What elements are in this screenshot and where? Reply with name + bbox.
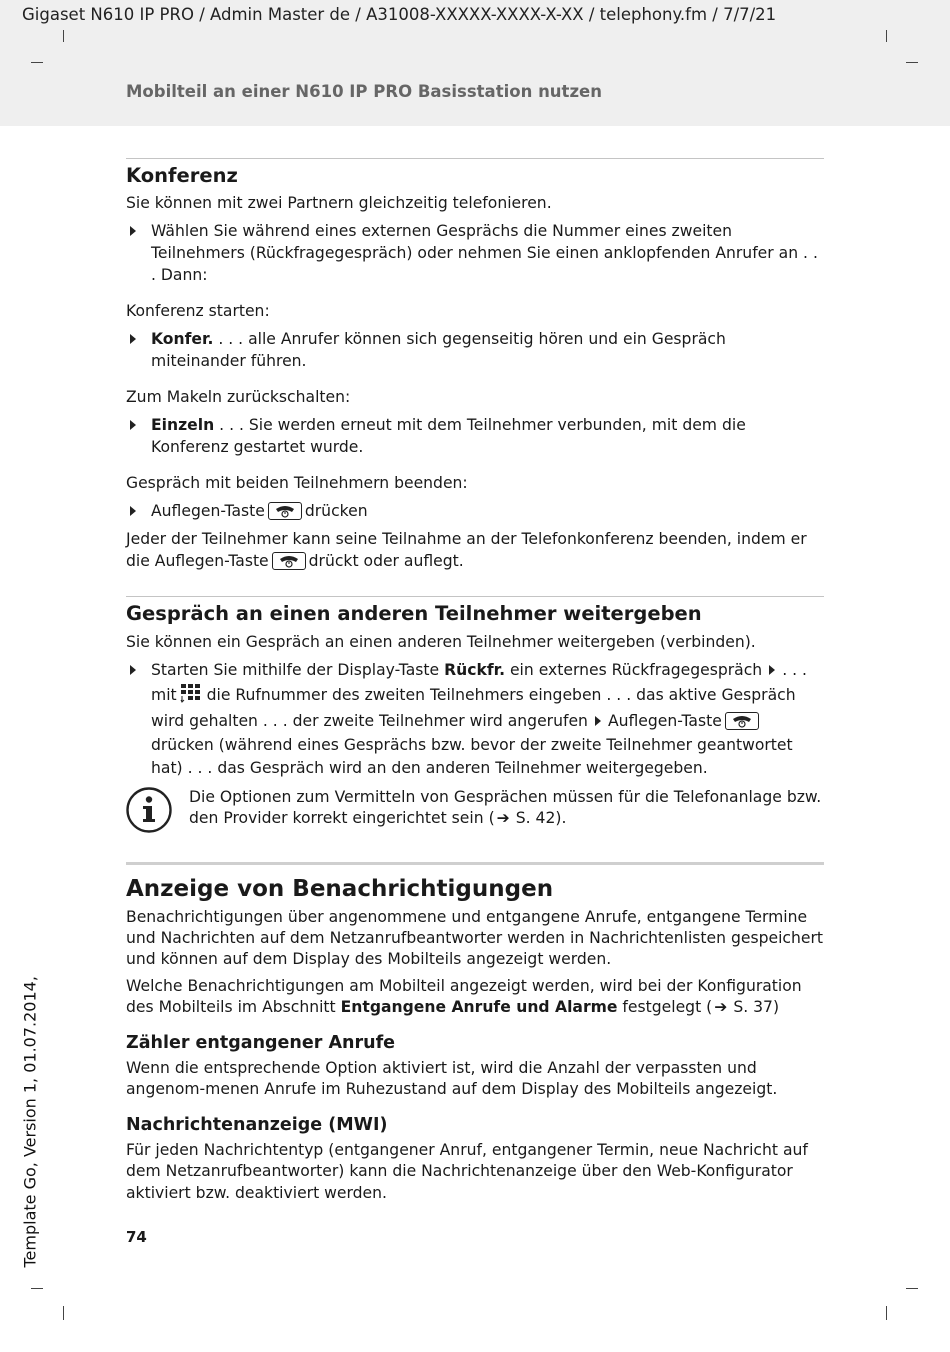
list-item bbox=[126, 500, 824, 522]
arrow-right-icon: ➔ bbox=[496, 808, 510, 827]
list-item-text: Starten Sie mithilfe der Display-Taste bbox=[151, 661, 445, 679]
softkey-label: Einzeln bbox=[151, 416, 215, 434]
paragraph-text: Welche Benachrichtigungen am Mobilteil angezeigt werden, wird bei der Konfiguration des Mobilteils im Abschnitt bbox=[126, 976, 802, 1016]
crop-mark bbox=[906, 62, 918, 63]
crop-mark bbox=[886, 30, 887, 42]
triangle-right-icon bbox=[595, 716, 601, 726]
list-item-text: . . . mit bbox=[151, 661, 807, 704]
paragraph: Sie können ein Gespräch an einen anderen Teilnehmer weitergeben (verbinden). bbox=[126, 633, 756, 651]
crop-mark bbox=[63, 30, 64, 42]
crop-mark bbox=[63, 1306, 64, 1320]
list-item-text: drücken bbox=[304, 502, 368, 520]
section-divider bbox=[126, 862, 824, 865]
softkey-label: Konfer. bbox=[151, 330, 214, 348]
crop-mark bbox=[886, 1306, 887, 1320]
paragraph: Konferenz starten: bbox=[126, 302, 270, 320]
paragraph-text: Jeder der Teilnehmer kann seine Teilnahme an der Telefonkonferenz beenden, indem er die Auflegen-Taste bbox=[126, 530, 807, 570]
softkey-label: Rückfr. bbox=[444, 661, 505, 679]
paragraph: Benachrichtigungen über angenommene und entgangene Anrufe, entgangene Termine und Nachrichten auf dem Netzanrufbeantworter werden in Nachrichtenlisten gespeichert und können auf dem Display des Mobilteils angezeigt werden. bbox=[126, 907, 823, 968]
paragraph: Wenn die entsprechende Option aktiviert ist, wird die Anzahl der verpassten und angenom-menen Anrufe im Ruhezustand auf dem Display des Mobilteils angezeigt. bbox=[126, 1058, 778, 1098]
page-number: 74 bbox=[126, 1228, 147, 1246]
crop-mark bbox=[31, 62, 43, 63]
list-item-text: Auflegen-Taste bbox=[607, 712, 722, 730]
list-item bbox=[126, 659, 824, 781]
crop-mark bbox=[906, 1288, 918, 1289]
section-divider bbox=[126, 596, 824, 597]
subsection-title-counter: Zähler entgangener Anrufe bbox=[126, 1032, 396, 1053]
list-item bbox=[126, 414, 824, 458]
list-item-text: . . . Sie werden erneut mit dem Teilnehmer verbunden, mit dem die Konferenz gestartet wurde. bbox=[151, 416, 746, 456]
section-title-anzeige: Anzeige von Benachrichtigungen bbox=[126, 875, 554, 902]
paragraph-text: drückt oder auflegt. bbox=[308, 552, 464, 570]
hang-up-key-icon bbox=[725, 712, 759, 730]
note-text-part: Die Optionen zum Vermitteln von Gesprächen müssen für die Telefonanlage bzw. den Provider korrekt eingerichtet sein ( bbox=[189, 787, 822, 827]
paragraph: Für jeden Nachrichtentyp (entgangener Anruf, entgangener Termin, neue Nachricht auf dem Netzanrufbeantworter) kann die Nachrichtenanzeige über den Web-Konfigurator aktiviert bzw. deaktiviert werden. bbox=[126, 1140, 808, 1202]
arrow-right-icon: ➔ bbox=[714, 997, 728, 1016]
list-item-text: ein externes Rückfragegespräch bbox=[505, 661, 763, 679]
hang-up-key-icon bbox=[268, 502, 302, 520]
document-header: Gigaset N610 IP PRO / Admin Master de / A31008-XXXXX-XXXX-X-XX / telephony.fm / 7/7/21 bbox=[22, 5, 777, 24]
paragraph: Zum Makeln zurückschalten: bbox=[126, 388, 351, 406]
keypad-icon bbox=[180, 683, 202, 711]
paragraph bbox=[126, 976, 824, 1018]
list-item-text: . . . alle Anrufer können sich gegenseitig hören und ein Gespräch miteinander führen. bbox=[151, 330, 726, 370]
page-reference: S. 37) bbox=[733, 997, 780, 1016]
crop-mark bbox=[31, 1288, 43, 1289]
note-text bbox=[189, 787, 824, 829]
paragraph-text: festgelegt ( bbox=[617, 997, 713, 1016]
list-item-text: drücken (während eines Gesprächs bzw. bevor der zweite Teilnehmer geantwortet hat) . . . das Gespräch wird an den anderen Teilnehmer weitergegeben. bbox=[151, 735, 793, 777]
section-divider bbox=[126, 158, 824, 159]
hang-up-key-icon bbox=[272, 552, 306, 570]
list-item bbox=[126, 328, 824, 372]
info-note bbox=[126, 787, 824, 829]
template-version-note: Template Go, Version 1, 01.07.2014, bbox=[20, 976, 40, 1268]
page-reference: S. 42). bbox=[515, 808, 567, 827]
list-item: Wählen Sie während eines externen Gesprächs die Nummer eines zweiten Teilnehmers (Rückfragegespräch) oder nehmen Sie einen anklopfenden Anrufer an . . . Dann: bbox=[126, 220, 824, 286]
chapter-title: Mobilteil an einer N610 IP PRO Basisstation nutzen bbox=[126, 82, 602, 101]
page-content bbox=[126, 158, 824, 1204]
subsection-title-mwi: Nachrichtenanzeige (MWI) bbox=[126, 1114, 388, 1135]
setting-name: Entgangene Anrufe und Alarme bbox=[340, 997, 618, 1016]
list-item-text: Auflegen-Taste bbox=[151, 502, 265, 520]
paragraph: Sie können mit zwei Partnern gleichzeitig telefonieren. bbox=[126, 194, 552, 212]
section-title-konferenz: Konferenz bbox=[126, 164, 238, 187]
section-title-weitergeben: Gespräch an einen anderen Teilnehmer weitergeben bbox=[126, 602, 702, 625]
paragraph: Gespräch mit beiden Teilnehmern beenden: bbox=[126, 474, 468, 492]
triangle-right-icon bbox=[769, 665, 775, 675]
list-item-text: die Rufnummer des zweiten Teilnehmers eingeben . . . das aktive Gespräch wird gehalten . . . der zweite Teilnehmer wird angerufen bbox=[151, 685, 796, 730]
paragraph bbox=[126, 528, 824, 572]
info-icon bbox=[126, 787, 172, 839]
